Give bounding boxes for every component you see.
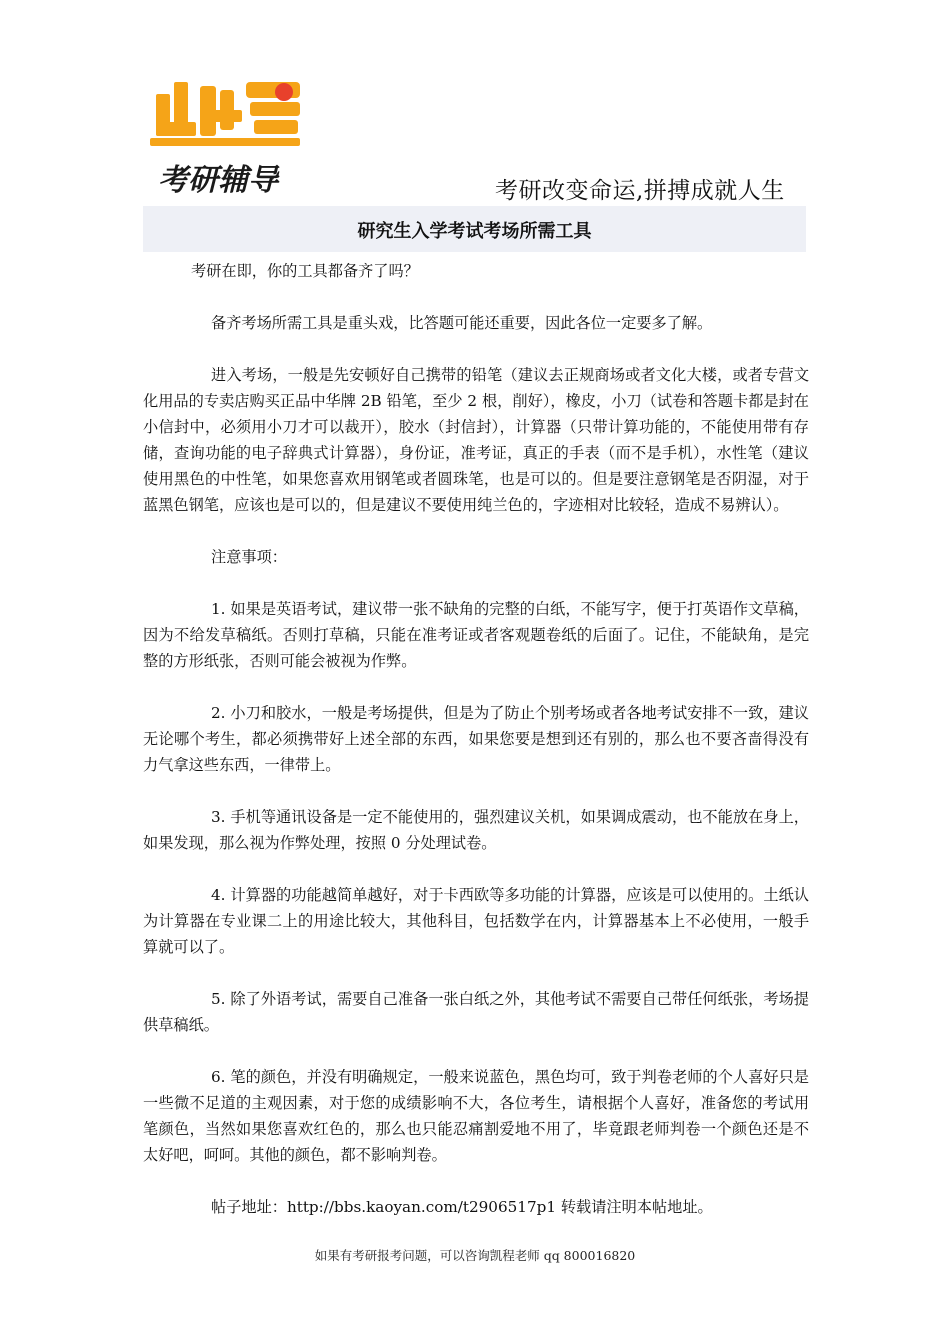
- logo-subtitle: 考研辅导: [158, 163, 278, 198]
- paragraph: 备齐考场所需工具是重头戏，比答题可能还重要，因此各位一定要多了解。: [211, 314, 713, 332]
- note-item-1: 1. 如果是英语考试，建议带一张不缺角的完整的白纸，不能写字，便于打英语作文草稿，因为不给发草稿纸。否则打草稿，只能在准考证或者客观题卷纸的后面了。记住，不能缺角，是完整的方形纸张，否则可能会被视为作弊。: [143, 600, 809, 670]
- document-title: 研究生入学考试考场所需工具: [357, 221, 592, 242]
- note-item-3: 3. 手机等通讯设备是一定不能使用的，强烈建议关机，如果调成震动，也不能放在身上，如果发现，那么视为作弊处理，按照 0 分处理试卷。: [143, 808, 809, 852]
- note-item-4: 4. 计算器的功能越简单越好，对于卡西欧等多功能的计算器，应该是可以使用的。土纸认为计算器在专业课二上的用途比较大，其他科目，包括数学在内，计算器基本上不必使用，一般手算就可以了。: [143, 886, 809, 956]
- notes-heading: 注意事项：: [211, 548, 287, 566]
- document-body: [143, 258, 809, 1220]
- slogan: 考研改变命运,拼搏成就人生: [495, 178, 785, 204]
- note-item-5: 5. 除了外语考试，需要自己准备一张白纸之外，其他考试不需要自己带任何纸张，考场提供草稿纸。: [143, 990, 809, 1034]
- paragraph-tools: 进入考场，一般是先安顿好自己携带的铅笔（建议去正规商场或者文化大楼，或者专营文化用品的专卖店购买正品中华牌 2B 铅笔，至少 2 根，削好），橡皮，小刀（试卷和答题卡都是封在小信封中，必须用小刀才可以裁开），胶水（封信封），计算器（只带计算功能的，不能使用带有存储，查询功能的电子辞典式计算器），身份证，准考证，真正的手表（而不是手机），水性笔（建议使用黑色的中性笔，如果您喜欢用钢笔或者圆珠笔，也是可以的。但是要注意钢笔是否阴湿，对于蓝黑色钢笔，应该也是可以的，但是建议不要使用纯兰色的，字迹相对比较轻，造成不易辨认）。: [143, 366, 809, 514]
- paragraph-intro: 考研在即，你的工具都备齐了吗？: [191, 262, 419, 280]
- page-footer: 如果有考研报考问题，可以咨询凯程老师 qq 800016820: [314, 1248, 636, 1263]
- note-item-6: 6. 笔的颜色，并没有明确规定，一般来说蓝色，黑色均可，致于判卷老师的个人喜好只是一些微不足道的主观因素，对于您的成绩影响不大，各位考生，请根据个人喜好，准备您的考试用笔颜色，当然如果您喜欢红色的，那么也只能忍痛割爱地不用了，毕竟跟老师判卷一个颜色还是不太好吧，呵呵。其他的颜色，都不影响判卷。: [143, 1068, 809, 1164]
- source-link[interactable]: 帖子地址：http://bbs.kaoyan.com/t2906517p1 转载请注明本帖地址。: [211, 1198, 713, 1216]
- title-bar: [143, 206, 806, 252]
- kaicheng-logo: [150, 72, 310, 202]
- note-item-2: 2. 小刀和胶水，一般是考场提供，但是为了防止个别考场或者各地考试安排不一致，建议无论哪个考生，都必须携带好上述全部的东西，如果您要是想到还有别的，那么也不要吝啬得没有力气拿这些东西，一律带上。: [143, 704, 809, 774]
